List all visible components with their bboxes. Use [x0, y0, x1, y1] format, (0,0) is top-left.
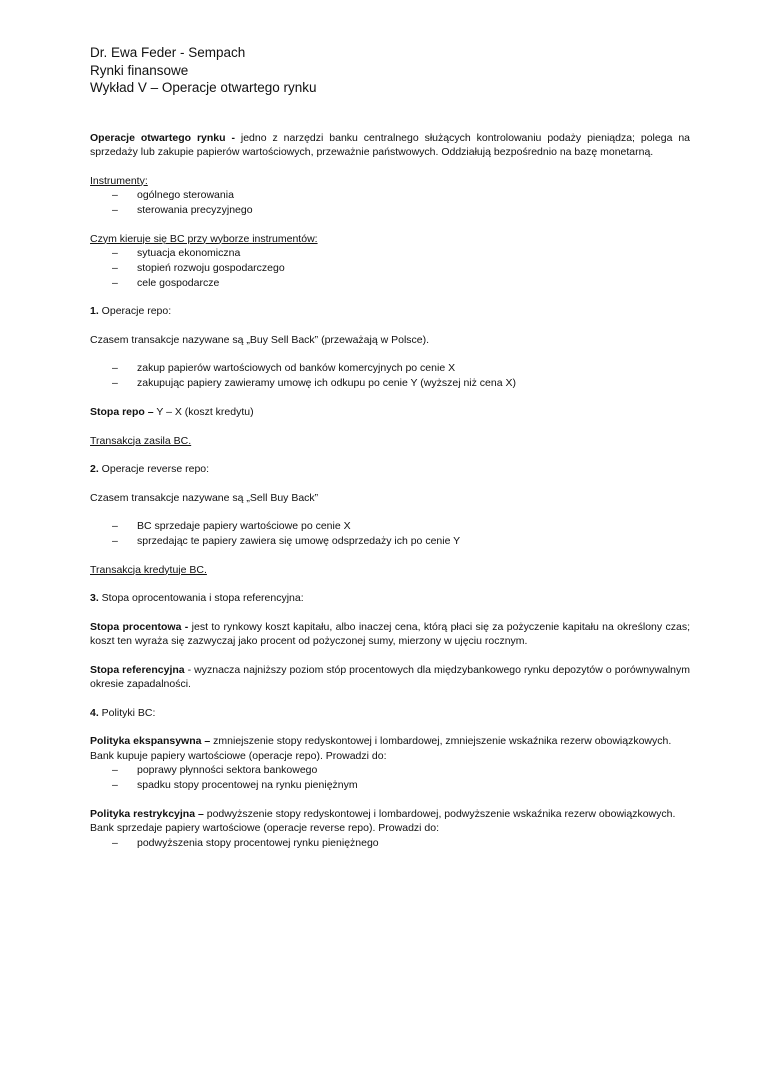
expansive-policy-paragraph: Polityka ekspansywna – zmniejszenie stopy redyskontowej i lombardowej, zmniejszenie wskaźnika rezerw obowiązkowych. [90, 735, 672, 748]
section-number: 4. [90, 706, 99, 719]
interest-rate-paragraph: Stopa procentowa - jest to rynkowy koszt kapitału, albo inaczej cena, którą płaci się za pożyczenie kapitału na określony czas; koszt ten wyraża się zazwyczaj jako procent od pożyczonej sumy, mierzony w ujęciu rocznym. [90, 620, 690, 648]
list-item: – sprzedając te papiery zawiera się umowę odsprzedaży ich po cenie Y [90, 534, 690, 549]
list-item: – zakup papierów wartościowych od banków komercyjnych po cenie X [90, 361, 690, 376]
repo-list [90, 361, 690, 391]
section-rates-heading: 3. Stopa oprocentowania i stopa referencyjna: [90, 592, 304, 605]
reverse-note: Transakcja kredytuje BC. [90, 563, 207, 576]
intro-text: jedno z narzędzi banku centralnego służących kontrolowaniu podaży pieniądza; polega na sprzedaży lub zakupie papierów wartościowych, przeważnie państwowych. Oddziałują bezpośrednio na bazę monetarną. [90, 131, 691, 158]
intro-term: Operacje otwartego rynku - [90, 131, 235, 144]
expansive-policy-line: Bank kupuje papiery wartościowe (operacje repo). Prowadzi do: [90, 749, 387, 762]
section-repo-heading: 1. Operacje repo: [90, 305, 172, 318]
list-item: – spadku stopy procentowej na rynku pieniężnym [90, 778, 690, 793]
instruments-heading: Instrumenty: [90, 174, 148, 187]
document-header [90, 44, 690, 97]
list-item: – poprawy płynności sektora bankowego [90, 763, 690, 778]
criteria-list [90, 246, 690, 290]
list-item: – BC sprzedaje papiery wartościowe po cenie X [90, 519, 690, 534]
reverse-list [90, 519, 690, 549]
list-item: – sytuacja ekonomiczna [90, 246, 690, 261]
list-item: – stopień rozwoju gospodarczego [90, 261, 690, 276]
section-reverse-heading: 2. Operacje reverse repo: [90, 463, 210, 476]
restrictive-policy-paragraph: Polityka restrykcyjna – podwyższenie stopy redyskontowej i lombardowej, podwyższenie wskaźnika rezerw obowiązkowych. [90, 807, 676, 820]
repo-rate: Stopa repo – Y – X (koszt kredytu) [90, 406, 254, 419]
list-item: – ogólnego sterowania [90, 188, 690, 203]
section-number: 1. [90, 305, 99, 318]
lecture-title: Wykład V – Operacje otwartego rynku [90, 80, 317, 95]
section-number: 3. [90, 592, 99, 605]
section-policies-heading: 4. Polityki BC: [90, 706, 156, 719]
restrictive-policy-line: Bank sprzedaje papiery wartościowe (operacje reverse repo). Prowadzi do: [90, 822, 440, 835]
subject-line: Rynki finansowe [90, 62, 189, 78]
instruments-list [90, 188, 690, 218]
list-item: – zakupując papiery zawieramy umowę ich odkupu po cenie Y (wyższej niż cena X) [90, 376, 690, 391]
reference-rate-paragraph: Stopa referencyjna - wyznacza najniższy poziom stóp procentowych dla międzybankowego rynku depozytów o porównywalnym okresie zapadalności. [90, 663, 690, 691]
intro-paragraph [90, 131, 690, 160]
repo-note: Transakcja zasila BC. [90, 434, 192, 447]
section-number: 2. [90, 463, 99, 476]
restrictive-list [90, 836, 690, 851]
expansive-list [90, 763, 690, 793]
list-item: – cele gospodarcze [90, 276, 690, 291]
reverse-description: Czasem transakcje nazywane są „Sell Buy Back” [90, 491, 319, 504]
repo-description: Czasem transakcje nazywane są „Buy Sell Back” (przeważają w Polsce). [90, 333, 430, 346]
criteria-heading: Czym kieruje się BC przy wyborze instrumentów: [90, 232, 318, 245]
author-line: Dr. Ewa Feder - Sempach [90, 45, 246, 60]
list-item: – podwyższenia stopy procentowej rynku pieniężnego [90, 836, 690, 851]
list-item: – sterowania precyzyjnego [90, 203, 690, 218]
